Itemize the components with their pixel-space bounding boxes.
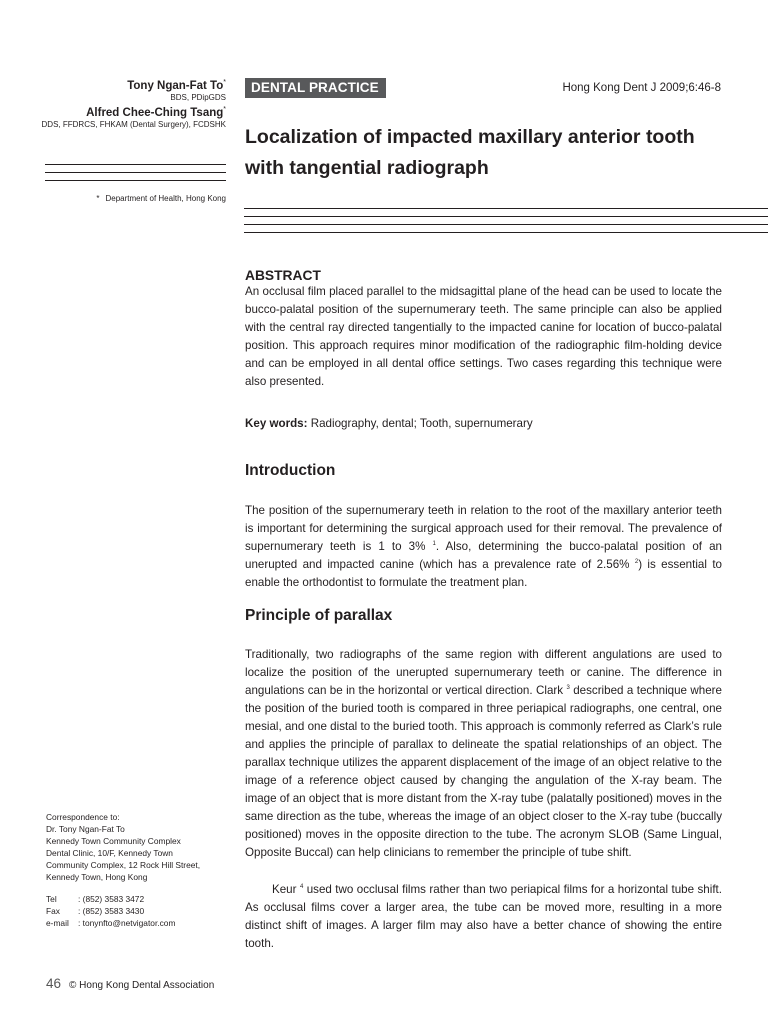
section-tag: DENTAL PRACTICE bbox=[245, 78, 386, 98]
correspondence-line: Kennedy Town, Hong Kong bbox=[46, 872, 148, 882]
parallax-paragraph: Traditionally, two radiographs of the same region with different angulations are used to localize the position of the unerupted supernumerary teeth or canine. The difference in angulations can be in the horizontal or vertical direction. Clark $^3$ described a technique where the position of the buried tooth is compared in three periapical radiographs, one central, one mesial, and one distal to the buried tooth. This approach is commonly referred as Clark’s rule and applies the principle of parallax to delineate the spatial relationships of an object. The parallax technique utilizes the apparent displacement of the image of an object relative to the image of a reference object caused by changing the angulation of the X-ray beam. The image of an object that is more distant from the X-ray tube (palatally positioned) moves in the same direction as the tube, whereas the image of an object closer to the X-ray tube (buccally positioned) moves in the opposite direction to the tube. The acronym SLOB (Same Lingual, Opposite Buccal) can help clinicians to remember the principle of tube shift. bbox=[245, 648, 722, 859]
author-name: Tony Ngan-Fat To* bbox=[127, 79, 226, 92]
correspondence-line: Dental Clinic, 10/F, Kennedy Town bbox=[46, 848, 173, 858]
correspondence-line: Correspondence to: bbox=[46, 812, 120, 822]
parallax-section bbox=[245, 607, 722, 625]
abstract-heading: ABSTRACT bbox=[245, 268, 321, 283]
introduction-heading: Introduction bbox=[245, 462, 336, 479]
parallax-heading: Principle of parallax bbox=[245, 607, 393, 624]
author-name: Alfred Chee-Ching Tsang* bbox=[86, 105, 226, 119]
correspondence-block bbox=[46, 811, 231, 929]
abstract-text: An occlusal film placed parallel to the midsagittal plane of the head can be used to locate the bucco-palatal position of the supernumerary teeth. The same principle can also be applied with the central ray directed tangentially to the impacted canine for location of bucco-palatal position. This approach requires minor modification of the radiographic film-holding device and can be employed in all dental office settings. Two cases regarding this technique were also presented. bbox=[245, 285, 722, 388]
affiliation: * Department of Health, Hong Kong bbox=[96, 194, 226, 203]
footer-copyright: © Hong Kong Dental Association bbox=[69, 980, 215, 991]
parallax-paragraph: Keur $^4$ used two occlusal films rather than two periapical films for a horizontal tube shift. As occlusal films cover a larger area, the tube can be moved more, resulting in a more distinct shift of images. A larger film may also have a better chance of showing the entire tooth. bbox=[245, 883, 722, 950]
introduction-body bbox=[245, 502, 722, 592]
parallax-body bbox=[245, 646, 722, 862]
left-divider-rules bbox=[45, 164, 226, 188]
contact-tel: Tel : (852) 3583 3472 bbox=[46, 894, 145, 904]
parallax-body-2 bbox=[245, 881, 722, 953]
page-footer bbox=[46, 976, 214, 991]
contact-fax: Fax : (852) 3583 3430 bbox=[46, 906, 145, 916]
correspondence-line: Dr. Tony Ngan-Fat To bbox=[46, 824, 125, 834]
correspondence-line: Community Complex, 12 Rock Hill Street, bbox=[46, 860, 201, 870]
page-number: 46 bbox=[46, 976, 62, 991]
keywords: Key words: Radiography, dental; Tooth, supernumerary bbox=[245, 417, 533, 430]
author-block bbox=[42, 76, 226, 130]
contact-email: e-mail : tonynfto@netvigator.com bbox=[46, 918, 176, 928]
introduction-section bbox=[245, 462, 722, 480]
right-divider-rules bbox=[244, 208, 768, 240]
abstract-section bbox=[245, 268, 722, 391]
article-title: Localization of impacted maxillary anterior tooth with tangential radiograph bbox=[245, 126, 695, 179]
journal-reference: Hong Kong Dent J 2009;6:46-8 bbox=[562, 82, 721, 94]
correspondence-line: Kennedy Town Community Complex bbox=[46, 836, 181, 846]
author-degrees: DDS, FFDRCS, FHKAM (Dental Surgery), FCDSHK bbox=[41, 119, 226, 129]
introduction-paragraph: The position of the supernumerary teeth in relation to the root of the maxillary anterior teeth is important for determining the surgical approach used for their removal. The prevalence of supernumerary teeth is 1 to 3% $^1$. Also, determining the bucco-palatal position of an unerupted and impacted canine (which has a prevalence rate of 2.56% $^2$) is essential to enable the orthodontist to formulate the treatment plan. bbox=[245, 504, 722, 589]
author-degrees: BDS, PDipGDS bbox=[170, 92, 226, 102]
